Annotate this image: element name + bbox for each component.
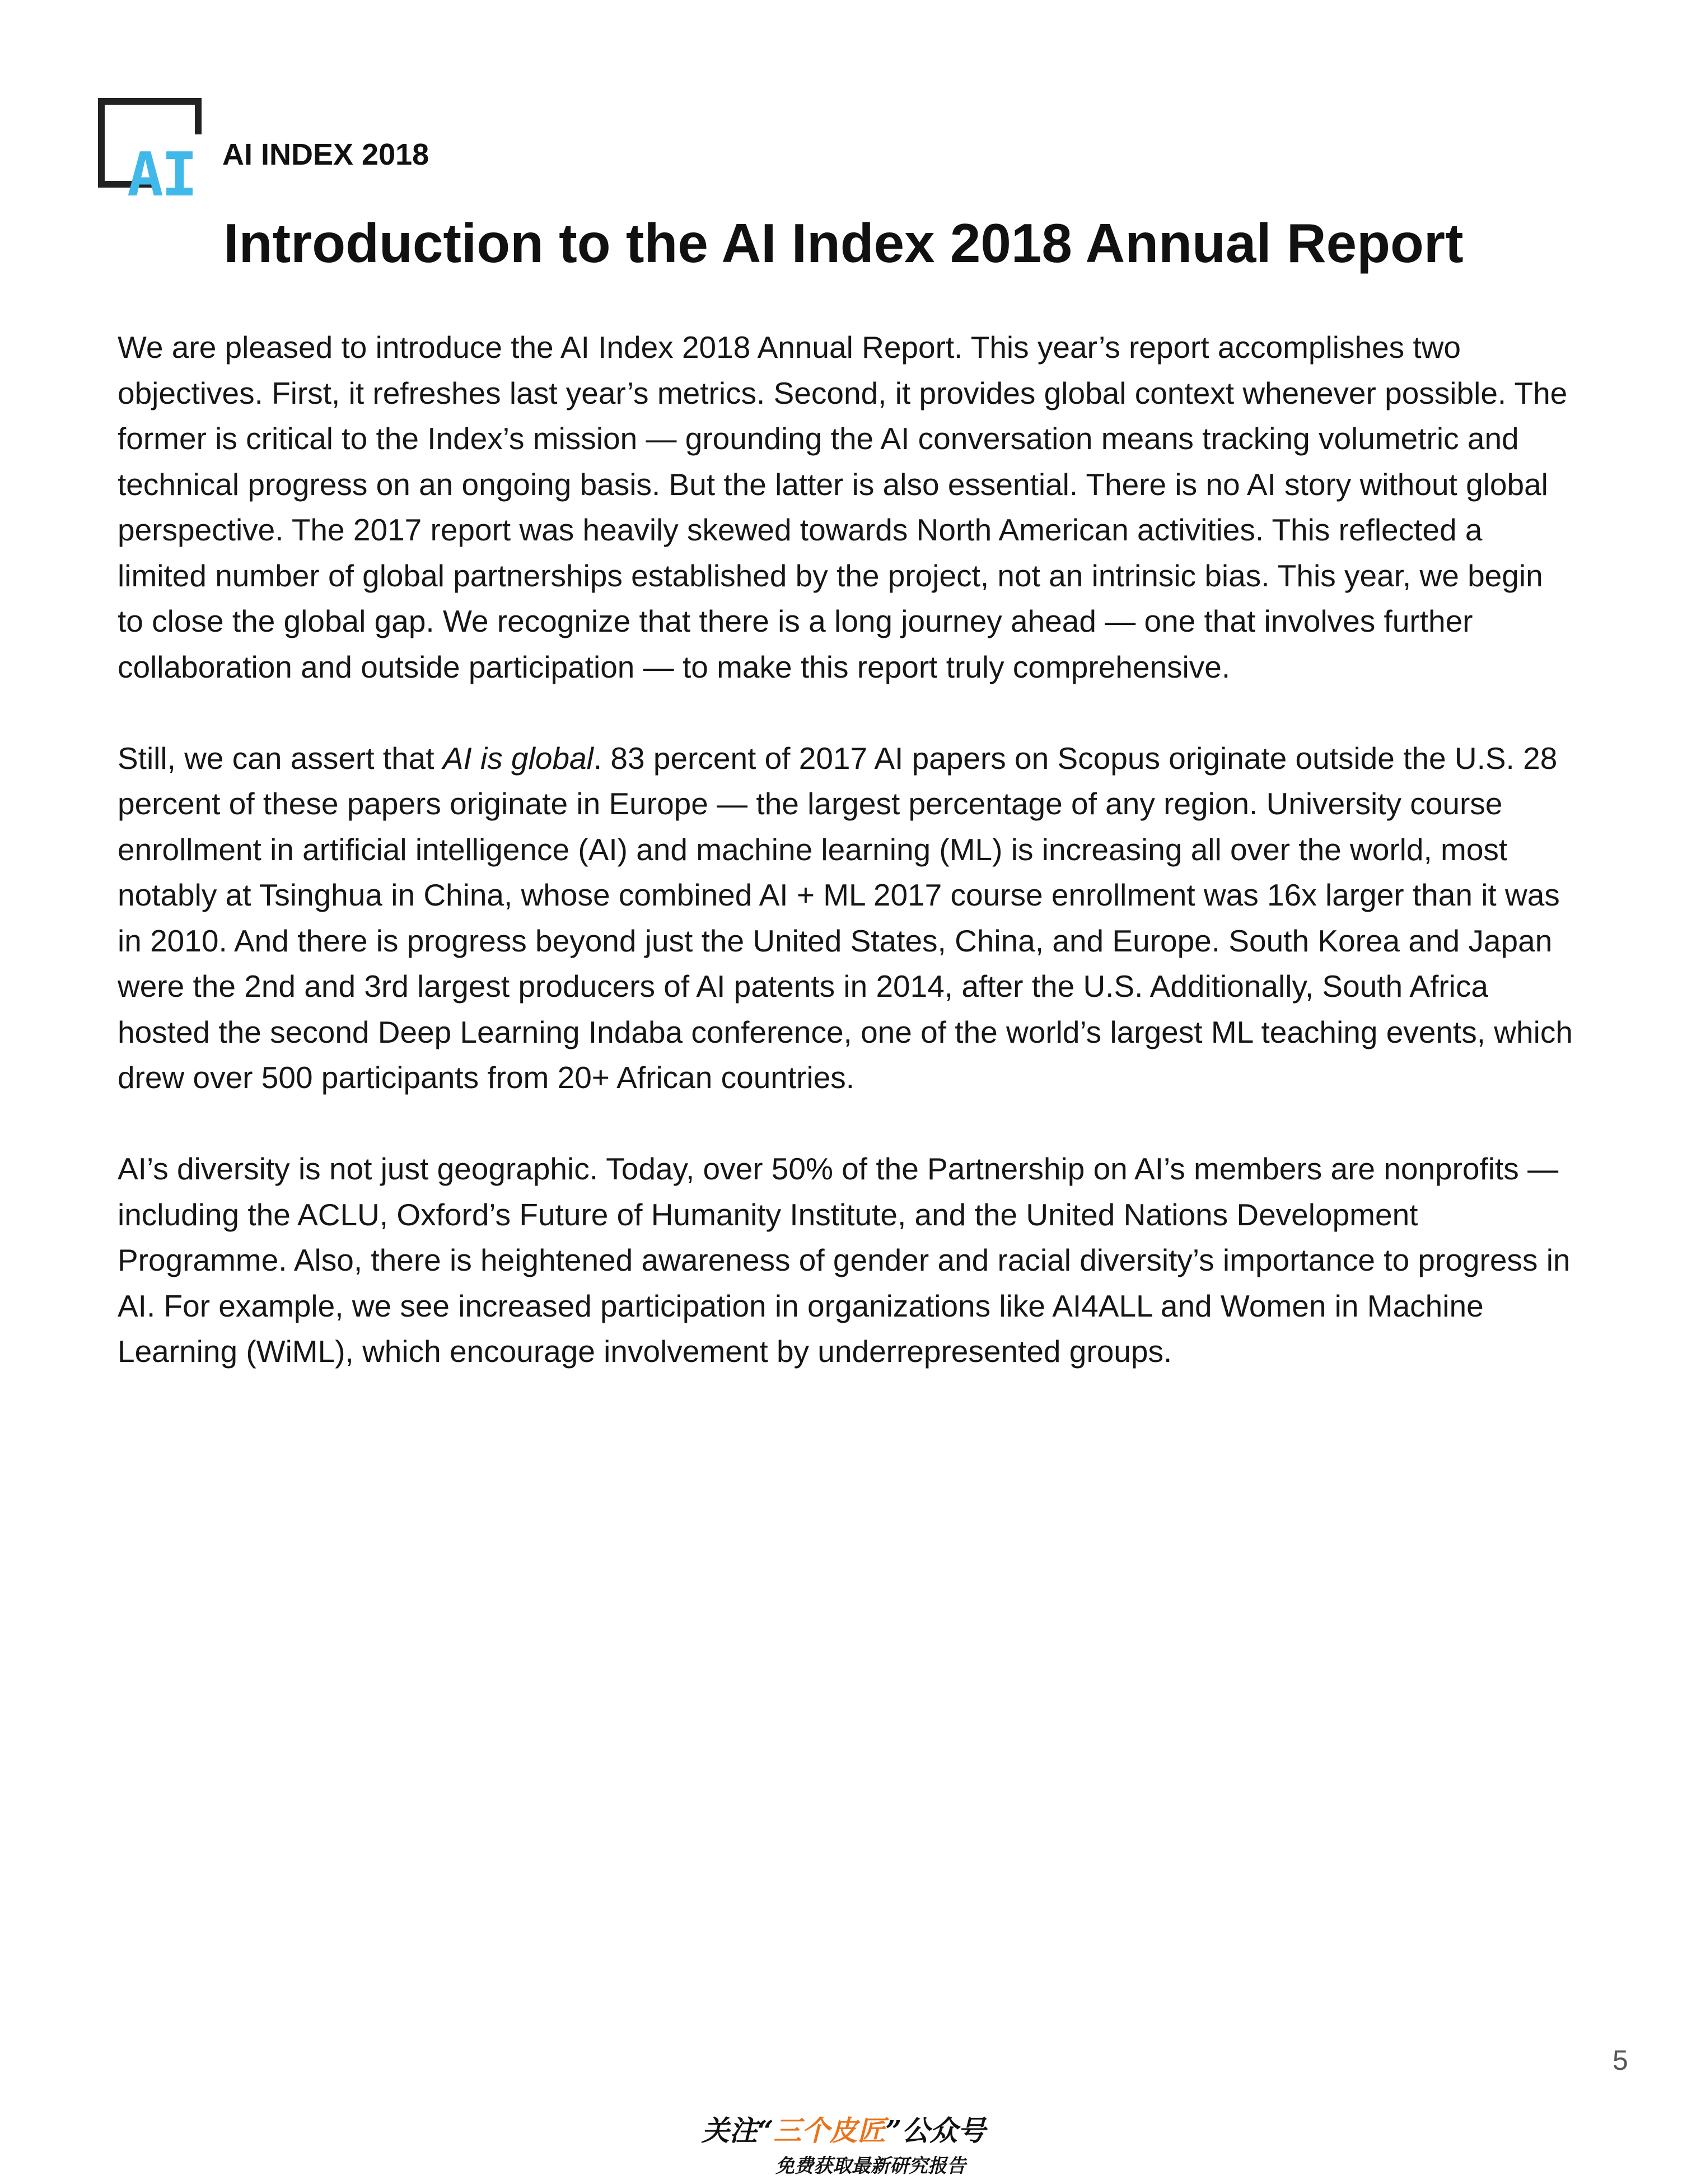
paragraph-diversity: AI’s diversity is not just geographic. Today, over 50% of the Partnership on AI’s members are nonprofits — including the ACLU, Oxford’s Future of Humanity Institute, and the United Nations Development Programme. Also, there is heightened awareness of gender and racial diversity’s importance to progress in AI. For example, we see increased participation in organizations like AI4ALL and Women in Machine Learning (WiML), which encourage involvement by underrepresented groups. — [118, 1151, 1571, 1369]
paragraph-ai-global — [118, 736, 1573, 1101]
emphasis-ai-is-global: AI is global — [442, 740, 594, 776]
footer-promo-highlight: 三个皮匠 — [773, 2114, 886, 2147]
logo-frame-right — [195, 98, 202, 134]
body-text — [118, 325, 1573, 1420]
paragraph-ai-global-rest: . 83 percent of 2017 AI papers on Scopus originate outside the U.S. 28 percent of these papers originate in Europe — the largest percentage of any region. University course enrollment in artificial intelligence (AI) and machine learning (ML) is increasing all over the world, most notably at Tsinghua in China, whose combined AI + ML 2017 course enrollment was 16x larger than it was in 2010. And there is progress beyond just the United States, China, and Europe. South Korea and Japan were the 2nd and 3rd largest producers of AI patents in 2014, after the U.S. Additionally, South Africa hosted the second Deep Learning Indaba conference, one of the world’s largest ML teaching events, which drew over 500 participants from 20+ African countries. — [118, 740, 1573, 1095]
footer-promo-subtitle: 免费获取最新研究报告 — [775, 2155, 966, 2177]
ai-index-logo — [98, 98, 218, 210]
paragraph-ai-global-lead: Still, we can assert that — [118, 740, 443, 776]
footer-promo-suffix: ”公众号 — [885, 2114, 986, 2147]
logo-ai-text: AI — [127, 140, 196, 210]
logo-frame-top — [98, 98, 202, 105]
footer-promo-prefix: 关注“ — [701, 2114, 774, 2147]
header-label: AI INDEX 2018 — [222, 138, 429, 171]
footer-promo — [0, 2108, 1687, 2149]
paragraph-intro: We are pleased to introduce the AI Index 2018 Annual Report. This year’s report accomplishes two objectives. First, it refreshes last year’s metrics. Second, it provides global context whenever possible. The former is critical to the Index’s mission — grounding the AI conversation means tracking volumetric and technical progress on an ongoing basis. But the latter is also essential. There is no AI story without global perspective. The 2017 report was heavily skewed towards North American activities. This reflected a limited number of global partnerships established by the project, not an intrinsic bias. This year, we begin to close the global gap. We recognize that there is a long journey ahead — one that involves further collaboration and outside participation — to make this report truly comprehensive. — [118, 330, 1568, 684]
page-number: 5 — [1613, 2045, 1628, 2076]
page-title: Introduction to the AI Index 2018 Annual Report — [223, 212, 1464, 274]
